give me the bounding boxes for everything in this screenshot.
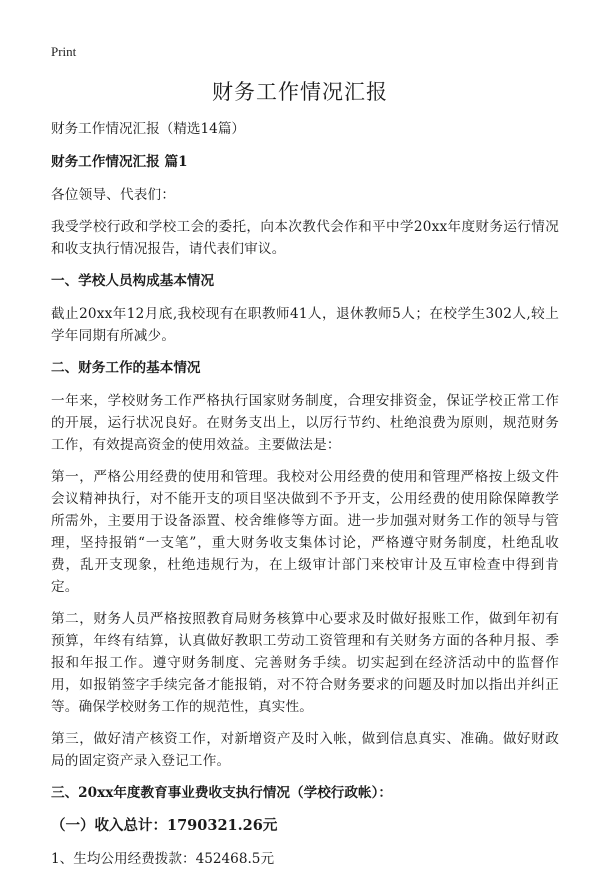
document-body [51, 118, 559, 878]
second-measure-paragraph: 第二，财务人员严格按照教育局财务核算中心要求及时做好报账工作，做到年初有预算，年终有结算，认真做好教职工劳动工资管理和有关财务方面的各种月报、季报和年报工作。遵守财务制度、完善财务手续。切实起到在经济活动中的监督作用，如报销签字手续完备才能报销，对不符合财务要求的问题及时加以指出并纠正等。确保学校财务工作的规范性，真实性。 [51, 611, 559, 715]
document-title: 财务工作情况汇报 [212, 80, 388, 104]
section-title: 财务工作情况汇报 篇1 [51, 154, 188, 170]
heading-staff-composition: 一、学校人员构成基本情况 [51, 273, 215, 289]
document-subtitle: 财务工作情况汇报（精选14篇） [51, 121, 246, 137]
third-measure-paragraph: 第三，做好清产核资工作，对新增资产及时入帐，做到信息真实、准确。做好财政局的固定资产录入登记工作。 [51, 731, 559, 769]
income-item: 1、生均公用经费拨款：452468.5元 [51, 851, 275, 867]
finance-overview-paragraph: 一年来，学校财务工作严格执行国家财务制度，合理安排资金，保证学校正常工作的开展，运行状况良好。在财务支出上，以厉行节约、杜绝浪费为原则，规范财务工作，有效提高资金的使用效益。主要做法是： [51, 393, 559, 453]
heading-finance-basics: 二、财务工作的基本情况 [51, 360, 201, 376]
heading-budget-execution: 三、20xx年度教育事业费收支执行情况（学校行政帐）： [51, 785, 392, 801]
print-link[interactable]: Print [51, 44, 77, 59]
staff-paragraph: 截止20xx年12月底,我校现有在职教师41人，退休教师5人；在校学生302人,较上学年同期有所减少。 [51, 306, 559, 344]
greeting: 各位领导、代表们： [51, 187, 176, 203]
first-measure-paragraph: 第一，严格公用经费的使用和管理。我校对公用经费的使用和管理严格按上级文件会议精神执行，对不能开支的项目坚决做到不予开支，公用经费的使用除保障教学所需外，主要用于设备添置、校舍维修等方面。进一步加强对财务工作的领导与管理，坚持报销“一支笔”，重大财务收支集体讨论，严格遵守财务制度，杜绝乱收费，乱开支现象，杜绝违规行为，在上级审计部门来校审计及互审检查中得到肯定。 [51, 469, 559, 595]
intro-paragraph: 我受学校行政和学校工会的委托，向本次教代会作和平中学20xx年度财务运行情况和收支执行情况报告，请代表们审议。 [51, 219, 559, 257]
heading-income-total: （一）收入总计：1790321.26元 [51, 817, 278, 834]
